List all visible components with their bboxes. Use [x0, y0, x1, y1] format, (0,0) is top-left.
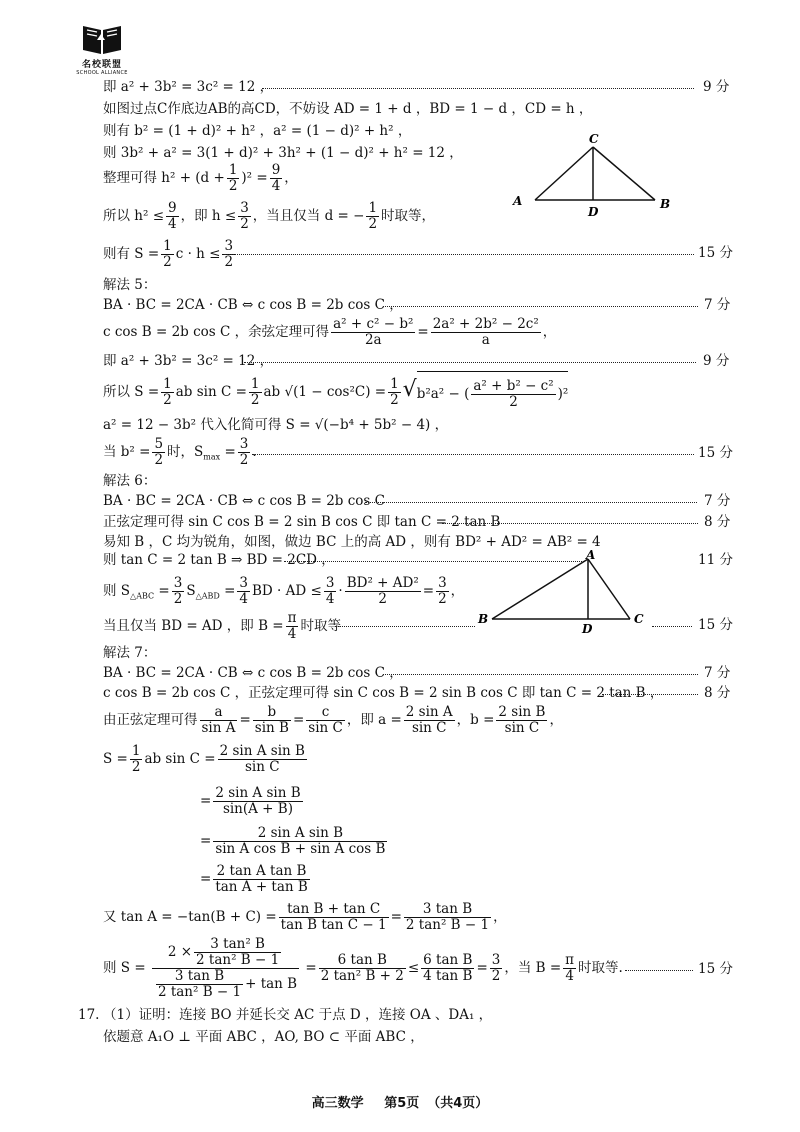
- score-7: 7 分: [704, 665, 731, 681]
- line-11: 即 a² + 3b² = 3c² = 12 ，: [103, 353, 274, 369]
- book-logo-icon: [79, 22, 125, 56]
- line-28: = $\frac{\text{2 sin A sin B}}{\text{sin A cos B + sin A cos B}}$: [200, 825, 386, 857]
- page-footer: [0, 1092, 800, 1111]
- sqrt-sign: √: [402, 377, 417, 402]
- solution-6-heading: 解法 6：: [103, 473, 157, 489]
- dot-leader: [252, 444, 694, 459]
- dot-leader: [335, 616, 475, 631]
- score-11: 11 分: [698, 552, 733, 568]
- line-26: S = $\frac{1}{2}$ ab sin C = $\frac{\text{2 sin A sin B}}{\text{sin C}}$: [103, 743, 305, 775]
- dot-leader: [224, 244, 694, 259]
- line-19: 则 tan C = 2 tan B ⇒ BD = 2CD ，: [103, 552, 335, 568]
- vertex-label: D: [582, 622, 593, 636]
- vertex-label: B: [660, 197, 671, 211]
- dot-leader: [442, 513, 698, 528]
- dot-leader: [625, 960, 693, 975]
- dot-leader: [652, 616, 692, 631]
- vertex-label: D: [588, 205, 599, 219]
- score-7: 7 分: [704, 493, 731, 509]
- line-4: 则 3b² + a² = 3(1 + d)² + 3h² + (1 − d)² + h² = 12 ，: [103, 145, 463, 161]
- score-7: 7 分: [704, 297, 731, 313]
- score-15: 15 分: [698, 445, 733, 461]
- line-31: 又 tan A = −tan(B + C) = $\frac{\text{tan B + tan C}}{\text{tan B tan C − 1}}$ = $\frac{\text{3 tan B}}{\text{2 tan² B − 1}}$ ，: [103, 901, 507, 933]
- dot-leader: [244, 352, 696, 367]
- question-17-number: 17.: [78, 1007, 100, 1023]
- big-fraction: 2 × $\frac{\text{3 tan² B}}{\text{2 tan² B − 1}}$ $\frac{\text{3 tan B}}{\text{2 tan² B − 1}}$ + tan B: [152, 937, 299, 1000]
- footer-total: （共4页）: [427, 1096, 489, 1111]
- dot-leader: [383, 664, 698, 679]
- dot-leader: [383, 296, 698, 311]
- line-5: 整理可得 h² + (d + $\frac{1}{2}$ )² = $\frac{9}{4}$ ，: [103, 162, 298, 194]
- question-17-line-1: （1）证明：连接 BO 并延长交 AC 于点 D ，连接 OA 、DA₁ ，: [103, 1007, 493, 1023]
- footer-page: 第5页: [384, 1096, 420, 1111]
- line-21: 当且仅当 BD = AD ，即 B = $\frac{\pi}{4}$ 时取等: [103, 610, 341, 642]
- line-24: c cos B = 2b cos C ，正弦定理可得 sin C cos B = 2 sin B cos C 即 tan C = 2 tan B ，: [103, 685, 664, 701]
- line-25: 由正弦定理可得 $\frac{a}{\text{sin A}}$ = $\frac{b}{\text{sin B}}$ = $\frac{c}{\text{sin C}}$ ，即 a = $\frac{\text{2 sin A}}{\text{sin C}}$ ，b = $\frac{\text{2 sin B}}{\text{sin C}}$ ，: [103, 704, 563, 736]
- line-29: = $\frac{\text{2 tan A tan B}}{\text{tan A + tan B}}$: [200, 863, 308, 895]
- line-14: 当 b² = $\frac{5}{2}$ 时，$S_{max}$ = $\frac{3}{2}$ .: [103, 436, 257, 468]
- score-15: 15 分: [698, 961, 733, 977]
- line-2: 如图过点C作底边AB的高CD，不妨设 AD = 1 + d ，BD = 1 − d ，CD = h ，: [103, 101, 593, 117]
- line-12: 所以 S = $\frac{1}{2}$ ab sin C = $\frac{1}{2}$ ab √(1 − cos²C) = $\frac{1}{2}$ √b²a² − ( $\frac{\text{a² + b² − c²}}{2}$ )²: [103, 370, 568, 414]
- vertex-label: C: [589, 132, 599, 146]
- line-3: 则有 b² = (1 + d)² + h² ，a² = (1 − d)² + h² ，: [103, 123, 412, 139]
- line-17: 正弦定理可得 sin C cos B = 2 sin B cos C 即 tan C = 2 tan B: [103, 514, 501, 530]
- line-16: BA · BC = 2CA · CB ⇔ c cos B = 2b cos C: [103, 493, 385, 509]
- vertex-label: C: [634, 612, 644, 626]
- line-20: 则 $S_{\triangle ABC}$ = $\frac{3}{2}$ $S_{\triangle ABD}$ = $\frac{3}{4}$ BD · AD ≤ $\frac{3}{4}$ · $\frac{\text{BD² + AD²}}{2}$ = $\frac{3}{2}$ ，: [103, 575, 465, 607]
- score-15: 15 分: [698, 617, 733, 633]
- line-9: BA · BC = 2CA · CB ⇔ c cos B = 2b cos C ，: [103, 297, 403, 313]
- line-23: BA · BC = 2CA · CB ⇔ c cos B = 2b cos C ，: [103, 665, 403, 681]
- dot-leader: [602, 684, 698, 699]
- triangle-figure-2: [470, 545, 670, 637]
- dot-leader: [365, 492, 697, 507]
- vertex-label: A: [513, 194, 523, 208]
- score-9: 9 分: [703, 353, 730, 369]
- line-27: = $\frac{\text{2 sin A sin B}}{\sin(A + B)}$: [200, 785, 301, 817]
- score-9: 9 分: [703, 79, 730, 95]
- solution-7-heading: 解法 7：: [103, 645, 157, 661]
- footer-subject: 高三数学: [311, 1096, 364, 1111]
- line-10: c cos B = 2b cos C ，余弦定理可得 $\frac{\text{a² + c² − b²}}{2a}$ = $\frac{\text{2a² + 2b² − 2c²}}{a}$ ，: [103, 316, 557, 348]
- score-15: 15 分: [698, 245, 733, 261]
- dot-leader: [262, 78, 694, 93]
- question-17-line-2: 依题意 A₁O ⊥ 平面 ABC ，AO, BO ⊂ 平面 ABC ，: [103, 1029, 424, 1045]
- triangle-figure-1: [505, 132, 675, 220]
- line-32: 则 S = 2 × $\frac{\text{3 tan² B}}{\text{2 tan² B − 1}}$ $\frac{\text{3 tan B}}{\text{2 tan² B − 1}}$ + tan B = $\frac{\text{6 tan B}}{\text{2 tan² B + 2}}$ ≤ $\frac{\text{6 tan B}}{\text{4 tan B}}$ = $\frac{3}{2}$ ，当 B = $\frac{\pi}{4}$ 时取等.: [103, 936, 623, 1000]
- logo-text-cn: 名校联盟: [81, 60, 122, 70]
- line-7: 则有 S = $\frac{1}{2}$ c · h ≤ $\frac{3}{2}$: [103, 238, 234, 270]
- score-8: 8 分: [704, 514, 731, 530]
- logo-text-en: SCHOOL ALLIANCE: [76, 70, 128, 76]
- vertex-label: B: [478, 612, 489, 626]
- line-6: 所以 h² ≤ $\frac{9}{4}$ ，即 h ≤ $\frac{3}{2}$ ，当且仅当 d = − $\frac{1}{2}$ 时取等，: [103, 200, 436, 232]
- school-logo: [70, 22, 134, 76]
- solution-5-heading: 解法 5：: [103, 277, 157, 293]
- line-18: 易知 B ，C 均为锐角，如图，做边 BC 上的高 AD ，则有 BD² + AD² = AB² = 4: [103, 534, 601, 550]
- score-8: 8 分: [704, 685, 731, 701]
- line-13: a² = 12 − 3b² 代入化简可得 S = √(−b⁴ + 5b² − 4) ，: [103, 417, 449, 433]
- line-1: 即 a² + 3b² = 3c² = 12 ，: [103, 79, 274, 95]
- vertex-label: A: [586, 548, 596, 562]
